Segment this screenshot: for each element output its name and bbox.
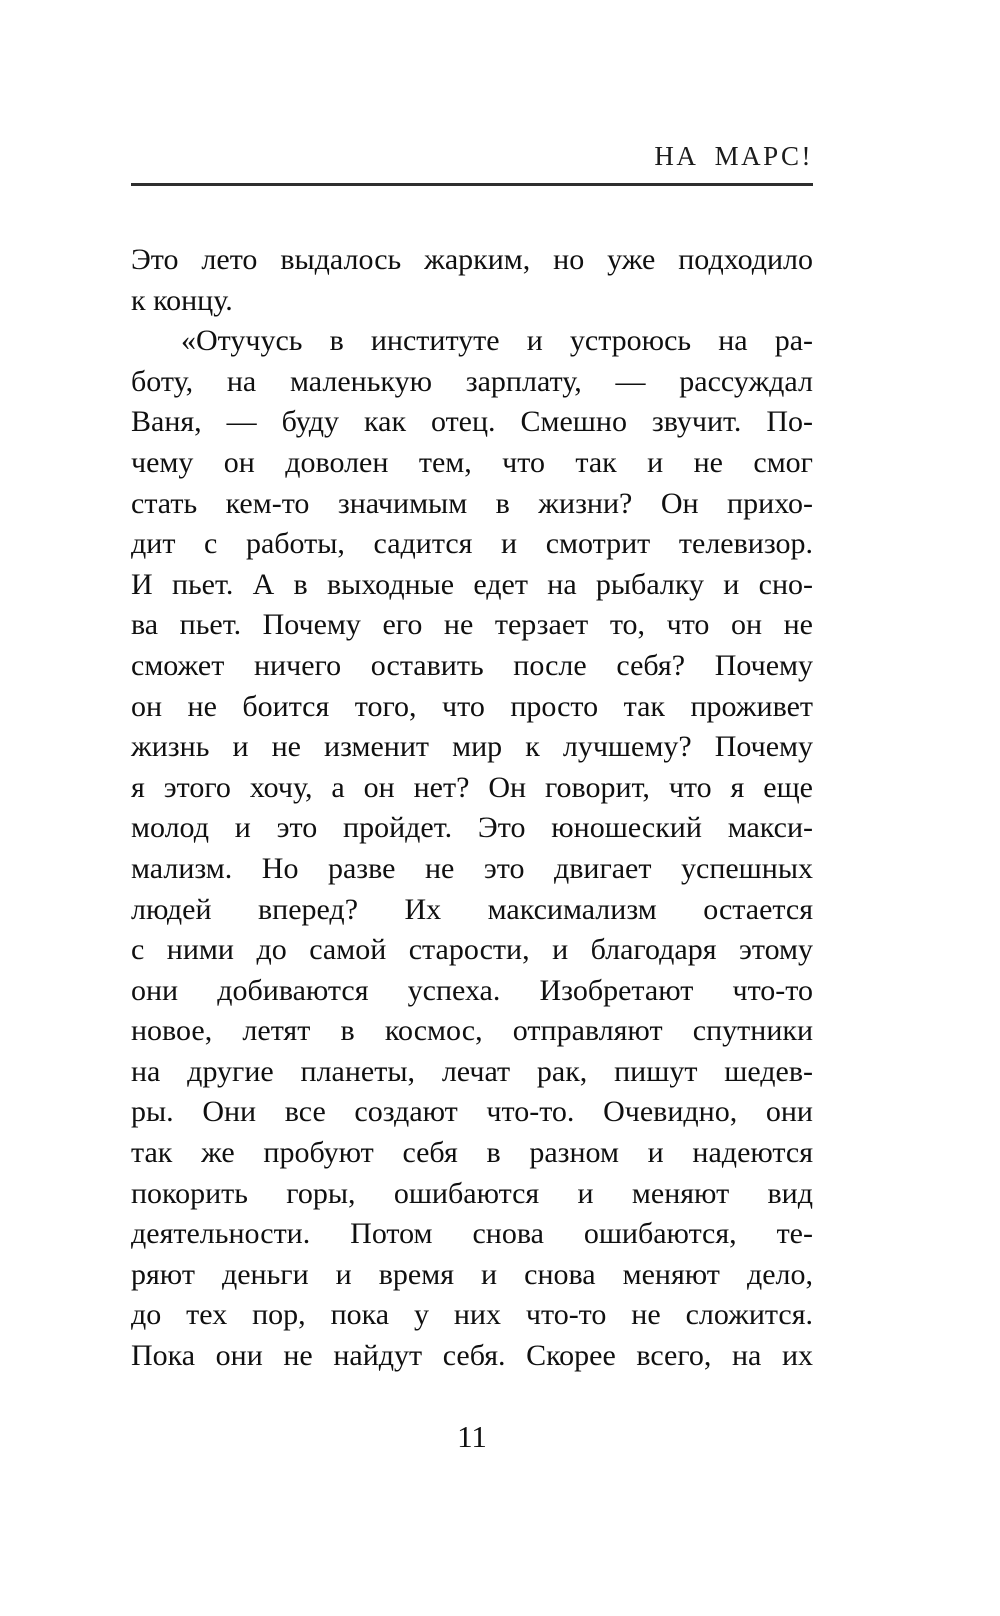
text-line: сможет ничего оставить после себя? Почему <box>131 648 813 682</box>
text-line: ры. Они все создают что-то. Очевидно, они <box>131 1095 813 1129</box>
text-line: мализм. Но разве не это двигает успешных <box>131 851 813 885</box>
text-line: молод и это пройдет. Это юношеский макси- <box>131 811 813 845</box>
text-line: деятельности. Потом снова ошибаются, те- <box>131 1217 813 1251</box>
text-line: «Отучусь в институте и устроюсь на ра- <box>181 324 813 358</box>
text-line: к концу. <box>131 283 233 317</box>
body-text-block <box>131 240 813 1377</box>
page-number: 11 <box>457 1419 487 1454</box>
text-line: людей вперед? Их максимализм остается <box>131 892 813 926</box>
text-line: Ваня, — буду как отец. Смешно звучит. По- <box>131 405 813 439</box>
text-line: И пьет. А в выходные едет на рыбалку и сно- <box>131 567 813 601</box>
text-line: ряют деньги и время и снова меняют дело, <box>131 1257 813 1291</box>
text-line: я этого хочу, а он нет? Он говорит, что я еще <box>131 770 813 804</box>
text-line: Пока они не найдут себя. Скорее всего, на их <box>131 1339 813 1373</box>
text-line: стать кем-то значимым в жизни? Он прихо- <box>131 486 813 520</box>
text-line: чему он доволен тем, что так и не смог <box>131 445 813 479</box>
text-line: они добиваются успеха. Изобретают что-то <box>131 973 813 1007</box>
text-line: на другие планеты, лечат рак, пишут шедев- <box>131 1054 813 1088</box>
text-line: с ними до самой старости, и благодаря этому <box>131 933 813 967</box>
text-line: он не боится того, что просто так проживет <box>131 689 813 723</box>
text-line: Это лето выдалось жарким, но уже подходило <box>131 243 813 276</box>
header-divider-rule <box>131 183 813 186</box>
text-line: новое, летят в космос, отправляют спутники <box>131 1014 813 1048</box>
text-line: так же пробуют себя в разном и надеются <box>131 1136 813 1170</box>
text-line: дит с работы, садится и смотрит телевизор. <box>131 527 813 561</box>
text-line: покорить горы, ошибаются и меняют вид <box>131 1176 813 1210</box>
running-head-title: НА МАРС! <box>654 141 813 171</box>
text-line: до тех пор, пока у них что-то не сложится. <box>131 1298 813 1332</box>
text-line: ва пьет. Почему его не терзает то, что он не <box>131 608 813 642</box>
text-line: боту, на маленькую зарплату, — рассуждал <box>131 364 813 398</box>
text-line: жизнь и не изменит мир к лучшему? Почему <box>131 730 813 764</box>
